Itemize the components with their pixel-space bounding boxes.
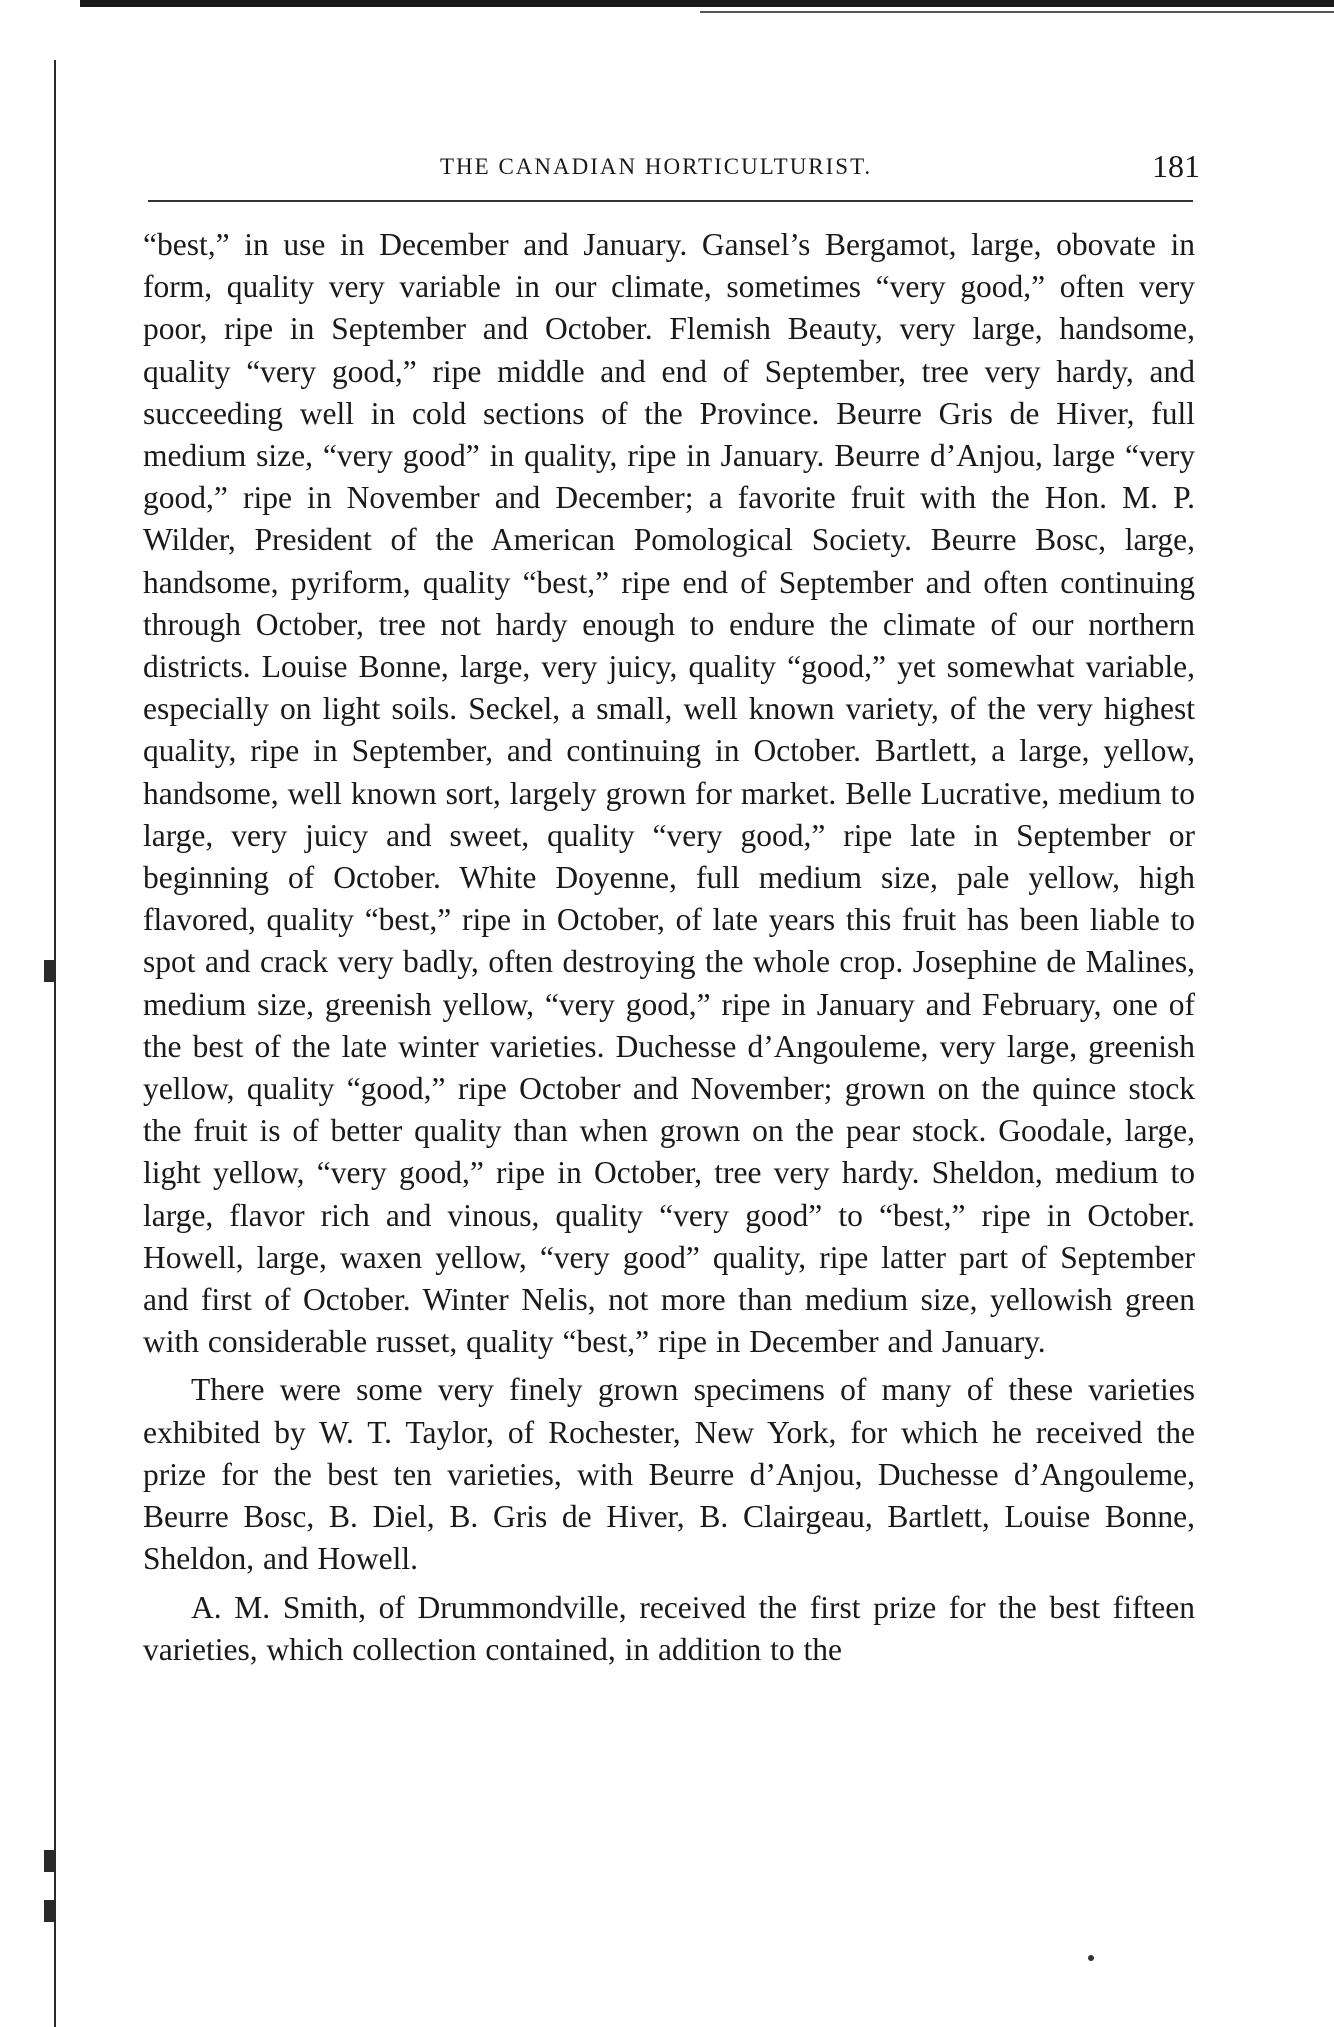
spine-mark	[44, 1900, 54, 1922]
page-number: 181	[1152, 148, 1200, 184]
page-spine-edge	[54, 60, 56, 2027]
top-edge-rule	[80, 0, 1334, 7]
running-head	[140, 148, 1200, 188]
spine-mark	[44, 960, 54, 982]
ink-speck	[1088, 1955, 1094, 1961]
body-text	[143, 224, 1195, 1671]
paragraph: There were some very finely grown specimens of many of these varieties exhibited by W. T. Taylor, of Rochester, New York, for which he received the prize for the best ten varieties, with Beurre d’Anjou, Duchesse d’Angouleme, Beurre Bosc, B. Diel, B. Gris de Hiver, B. Clairgeau, Bartlett, Louise Bonne, Sheldon, and Howell.	[143, 1372, 1195, 1577]
header-rule	[148, 200, 1193, 202]
spine-mark	[44, 1850, 54, 1872]
paragraph: “best,” in use in December and January. Gansel’s Bergamot, large, obovate in form, quality very variable in our climate, sometimes “very good,” often very poor, ripe in September and October. Flemish Beauty, very large, handsome, quality “very good,” ripe middle and end of September, tree very hardy, and succeeding well in cold sections of the Province. Beurre Gris de Hiver, full medium size, “very good” in quality, ripe in January. Beurre d’Anjou, large “very good,” ripe in November and December; a favorite fruit with the Hon. M. P. Wilder, President of the American Pomological Society. Beurre Bosc, large, handsome, pyriform, quality “best,” ripe end of September and often continuing through October, tree not hardy enough to endure the climate of our northern districts. Louise Bonne, large, very juicy, quality “good,” yet somewhat variable, especially on light soils. Seckel, a small, well known variety, of the very highest quality, ripe in September, and continuing in October. Bartlett, a large, yellow, handsome, well known sort, largely grown for market. Belle Lucrative, medium to large, very juicy and sweet, quality “very good,” ripe late in September or beginning of October. White Doyenne, full medium size, pale yellow, high flavored, quality “best,” ripe in October, of late years this fruit has been liable to spot and crack very badly, often destroying the whole crop. Josephine de Malines, medium size, greenish yellow, “very good,” ripe in January and February, one of the best of the late winter varieties. Duchesse d’Angouleme, very large, greenish yellow, quality “good,” ripe October and November; grown on the quince stock the fruit is of better quality than when grown on the pear stock. Goodale, large, light yellow, “very good,” ripe in October, tree very hardy. Sheldon, medium to large, flavor rich and vinous, quality “very good” to “best,” ripe in October. Howell, large, waxen yellow, “very good” quality, ripe latter part of September and first of October. Winter Nelis, not more than medium size, yellowish green with considerable russet, quality “best,” ripe in December and January.	[143, 227, 1195, 1360]
paragraph: A. M. Smith, of Drummondville, received the first prize for the best fifteen varieties, which collection contained, in addition to the	[143, 1589, 1195, 1667]
top-edge-rule-thin	[700, 11, 1334, 13]
running-title: THE CANADIAN HORTICULTURIST.	[440, 154, 873, 179]
